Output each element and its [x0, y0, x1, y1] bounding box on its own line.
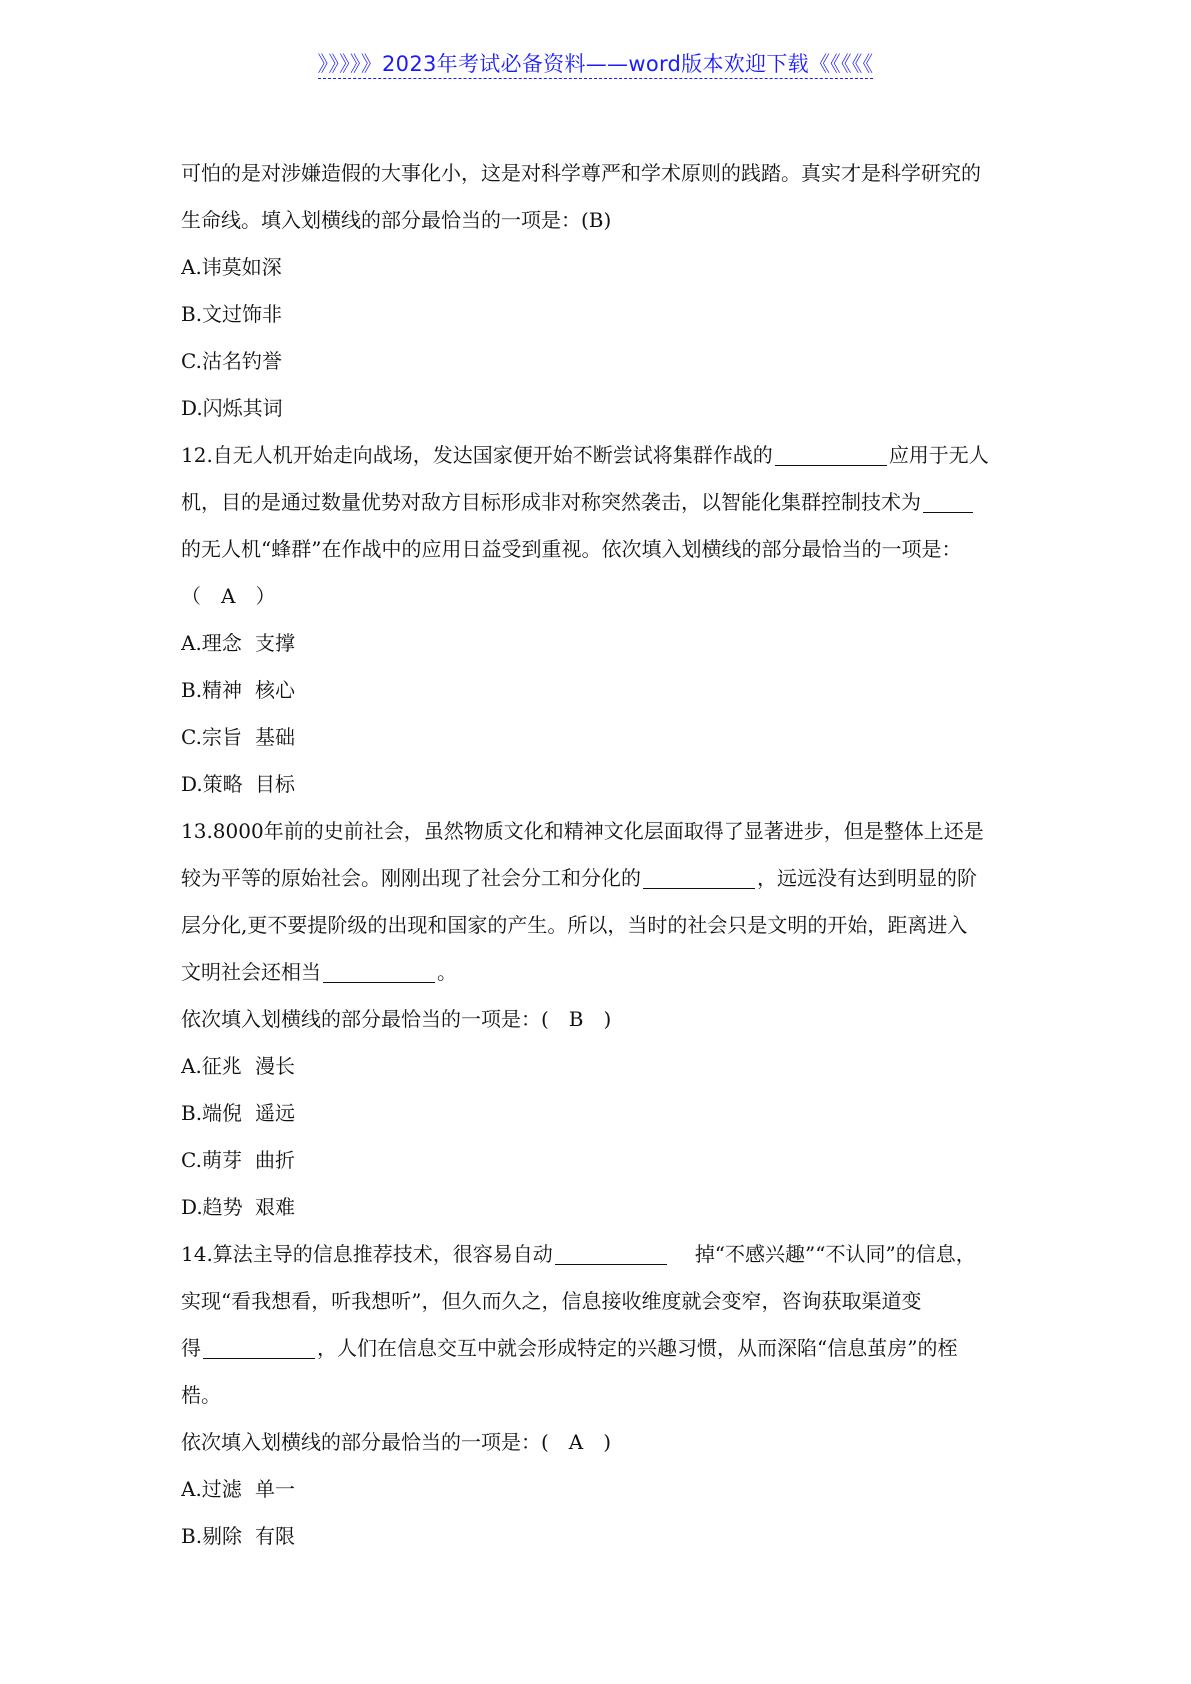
q12-option-d-label: D.策略 — [181, 772, 243, 796]
q13-prompt: 依次填入划横线的部分最恰当的一项是：( B ) — [181, 1007, 612, 1031]
q13-option-a-label: A.征兆 — [181, 1054, 242, 1078]
q12-option-a-label: A.理念 — [181, 631, 242, 655]
q13-option-a-word: 漫长 — [255, 1054, 295, 1078]
q14-line-3-text-b: ，人们在信息交互中就会形成特定的兴趣习惯，从而深陷“信息茧房”的桎 — [317, 1336, 958, 1360]
q13-option-a — [181, 1043, 1017, 1090]
q14-line-1-text-a: 14.算法主导的信息推荐技术，很容易自动 — [181, 1242, 553, 1266]
q14-option-a-label: A.过滤 — [181, 1477, 242, 1501]
document-body — [181, 150, 1017, 1560]
q14-blank-1 — [555, 1244, 667, 1265]
q12-option-b — [181, 667, 1017, 714]
q13-blank-2 — [323, 962, 435, 983]
q12-option-b-label: B.精神 — [181, 678, 243, 702]
q13-line-1: 13.8000年前的史前社会，虽然物质文化和精神文化层面取得了显著进步，但是整体上还是 — [181, 819, 984, 843]
q12-option-a — [181, 620, 1017, 667]
q13-option-c-label: C.萌芽 — [181, 1148, 242, 1172]
q11-option-c: C.沽名钓誉 — [181, 349, 282, 373]
header-banner[interactable] — [0, 48, 1191, 78]
q14-option-b-word: 有限 — [255, 1524, 295, 1548]
q12-line-2 — [181, 479, 1017, 526]
q13-line-4-text-b: 。 — [437, 960, 457, 984]
q12-option-b-word: 核心 — [255, 678, 295, 702]
q14-line-1-text-b: 掉“不感兴趣”“不认同”的信息， — [694, 1242, 976, 1266]
q13-line-3: 层分化,更不要提阶级的出现和国家的产生。所以，当时的社会只是文明的开始，距离进入 — [181, 913, 968, 937]
q11-option-b: B.文过饰非 — [181, 302, 283, 326]
q11-option-d: D.闪烁其词 — [181, 396, 283, 420]
q14-prompt: 依次填入划横线的部分最恰当的一项是：( A ) — [181, 1430, 612, 1454]
q13-option-d-label: D.趋势 — [181, 1195, 243, 1219]
q13-blank-1 — [643, 868, 755, 889]
q12-blank-1 — [775, 445, 887, 466]
q13-line-2-text-b: ，远远没有达到明显的阶 — [757, 866, 977, 890]
q13-option-d-word: 艰难 — [255, 1195, 295, 1219]
q13-line-2 — [181, 855, 1017, 902]
q13-option-b-word: 遥远 — [255, 1101, 295, 1125]
q13-option-b-label: B.端倪 — [181, 1101, 243, 1125]
q14-option-a — [181, 1466, 1017, 1513]
q12-option-c — [181, 714, 1017, 761]
q12-option-d-word: 目标 — [255, 772, 295, 796]
q14-line-3-text-a: 得 — [181, 1336, 201, 1360]
q14-option-b — [181, 1513, 1017, 1560]
q14-line-1 — [181, 1231, 1017, 1278]
q12-line-1 — [181, 432, 1017, 479]
q14-option-b-label: B.剔除 — [181, 1524, 243, 1548]
q13-option-d — [181, 1184, 1017, 1231]
q12-blank-2 — [923, 492, 973, 513]
q12-line-3: 的无人机“蜂群”在作战中的应用日益受到重视。依次填入划横线的部分最恰当的一项是： — [181, 537, 962, 561]
q11-line-2: 生命线。填入划横线的部分最恰当的一项是：(B) — [181, 208, 612, 232]
q14-option-a-word: 单一 — [255, 1477, 295, 1501]
q12-answer: （ A ） — [181, 584, 276, 608]
q13-line-4 — [181, 949, 1017, 996]
q12-option-d — [181, 761, 1017, 808]
q13-option-c — [181, 1137, 1017, 1184]
q14-line-4: 梏。 — [181, 1383, 221, 1407]
q11-line-1: 可怕的是对涉嫌造假的大事化小，这是对科学尊严和学术原则的践踏。真实才是科学研究的 — [181, 161, 981, 185]
q12-option-a-word: 支撑 — [255, 631, 295, 655]
q12-line-1-text-b: 应用于无人 — [888, 443, 989, 467]
q13-line-4-text-a: 文明社会还相当 — [181, 960, 321, 984]
q14-line-3 — [181, 1325, 1017, 1372]
q12-option-c-label: C.宗旨 — [181, 725, 242, 749]
q13-line-2-text-a: 较为平等的原始社会。刚刚出现了社会分工和分化的 — [181, 866, 641, 890]
q13-option-b — [181, 1090, 1017, 1137]
q11-option-a: A.讳莫如深 — [181, 255, 282, 279]
q13-option-c-word: 曲折 — [255, 1148, 295, 1172]
q12-option-c-word: 基础 — [255, 725, 295, 749]
q14-blank-2 — [203, 1338, 315, 1359]
header-banner-text[interactable]: 》》》》》2023年考试必备资料——word版本欢迎下载《《《《《 — [318, 52, 874, 79]
q12-line-1-text-a: 12.自无人机开始走向战场，发达国家便开始不断尝试将集群作战的 — [181, 443, 773, 467]
q14-line-2: 实现“看我想看，听我想听”，但久而久之，信息接收维度就会变窄，咨询获取渠道变 — [181, 1289, 922, 1313]
q12-line-2-text: 机，目的是通过数量优势对敌方目标形成非对称突然袭击，以智能化集群控制技术为 — [181, 490, 921, 514]
